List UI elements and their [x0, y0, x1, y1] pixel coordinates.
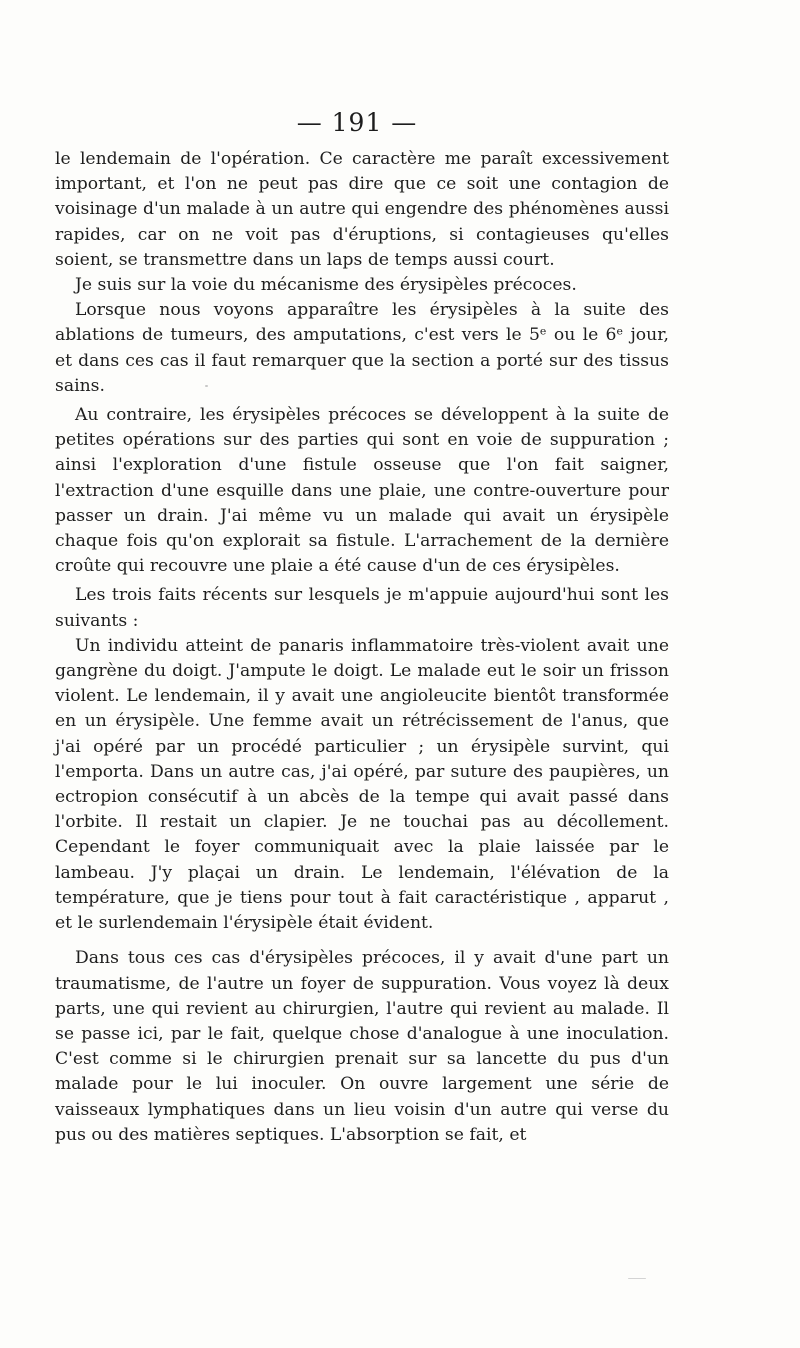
paragraph-7: Dans tous ces cas d'érysipèles précoces, il y avait d'une part un traumatisme, de l'autre un foyer de suppuration. Vous voyez là deux parts, une qui revient au chirurgien, l'autre qui revient au malade. Il se passe ici, par le fait, quelque chose d'analogue à une inoculation. C'est comme si le chirurgien prenait sur sa lancette du pus d'un malade pour le lui inoculer. On ouvre largement une série de vaisseaux lymphatiques dans un lieu voisin d'un autre qui verse du pus ou des matières septiques. L'absorption se fait, et	[55, 948, 669, 1145]
paragraph-5: Les trois faits récents sur lesquels je m'appuie aujourd'hui sont les suivants :	[55, 585, 669, 631]
body-text	[55, 147, 669, 1148]
page-number: — 191 —	[296, 108, 418, 137]
paragraph-6: Un individu atteint de panaris inflammatoire très-violent avait une gangrène du doigt. J'ampute le doigt. Le malade eut le soir un frisson violent. Le lendemain, il y avait une angioleucite bientôt transformée en un érysipèle. Une femme avait un rétrécissement de l'anus, que j'ai opéré par un procédé particulier ; un érysipèle survint, qui l'emporta. Dans un autre cas, j'ai opéré, par suture des paupières, un ectropion consécutif à un abcès de la tempe qui avait passé dans l'orbite. Il restait un clapier. Je ne touchai pas au décollement. Cependant le foyer communiquait avec la plaie laissée par le lambeau. J'y plaçai un drain. Le lendemain, l'élévation de la température, que je tiens pour tout à fait caractéristique , apparut , et le surlendemain l'érysipèle était évident.	[55, 635, 669, 934]
paragraph-1: le lendemain de l'opération. Ce caractère me paraît excessivement important, et l'on ne peut pas dire que ce soit une contagion de voisinage d'un malade à un autre qui engendre des phénomènes aussi rapides, car on ne voit pas d'éruptions, si contagieuses qu'elles soient, se transmettre dans un laps de temps aussi court.	[55, 149, 669, 270]
paper-speck	[205, 385, 208, 387]
paragraph-4: Au contraire, les érysipèles précoces se développent à la suite de petites opérations sur des parties qui sont en voie de suppuration ; ainsi l'exploration d'une fistule osseuse que l'on fait saigner, l'extraction d'une esquille dans une plaie, une contre-ouverture pour passer un drain. J'ai même vu un malade qui avait un érysipèle chaque fois qu'on explorait sa fistule. L'arrachement de la dernière croûte qui recouvre une plaie a été cause d'un de ces érysipèles.	[55, 405, 669, 577]
paragraph-3: Lorsque nous voyons apparaître les érysipèles à la suite des ablations de tumeurs, des amputations, c'est vers le 5ᵉ ou le 6ᵉ jour, et dans ces cas il faut remarquer que la section a porté sur des tissus sains.	[55, 300, 669, 396]
paragraph-2: Je suis sur la voie du mécanisme des érysipèles précoces.	[75, 275, 577, 296]
paper-speck	[628, 1278, 646, 1279]
